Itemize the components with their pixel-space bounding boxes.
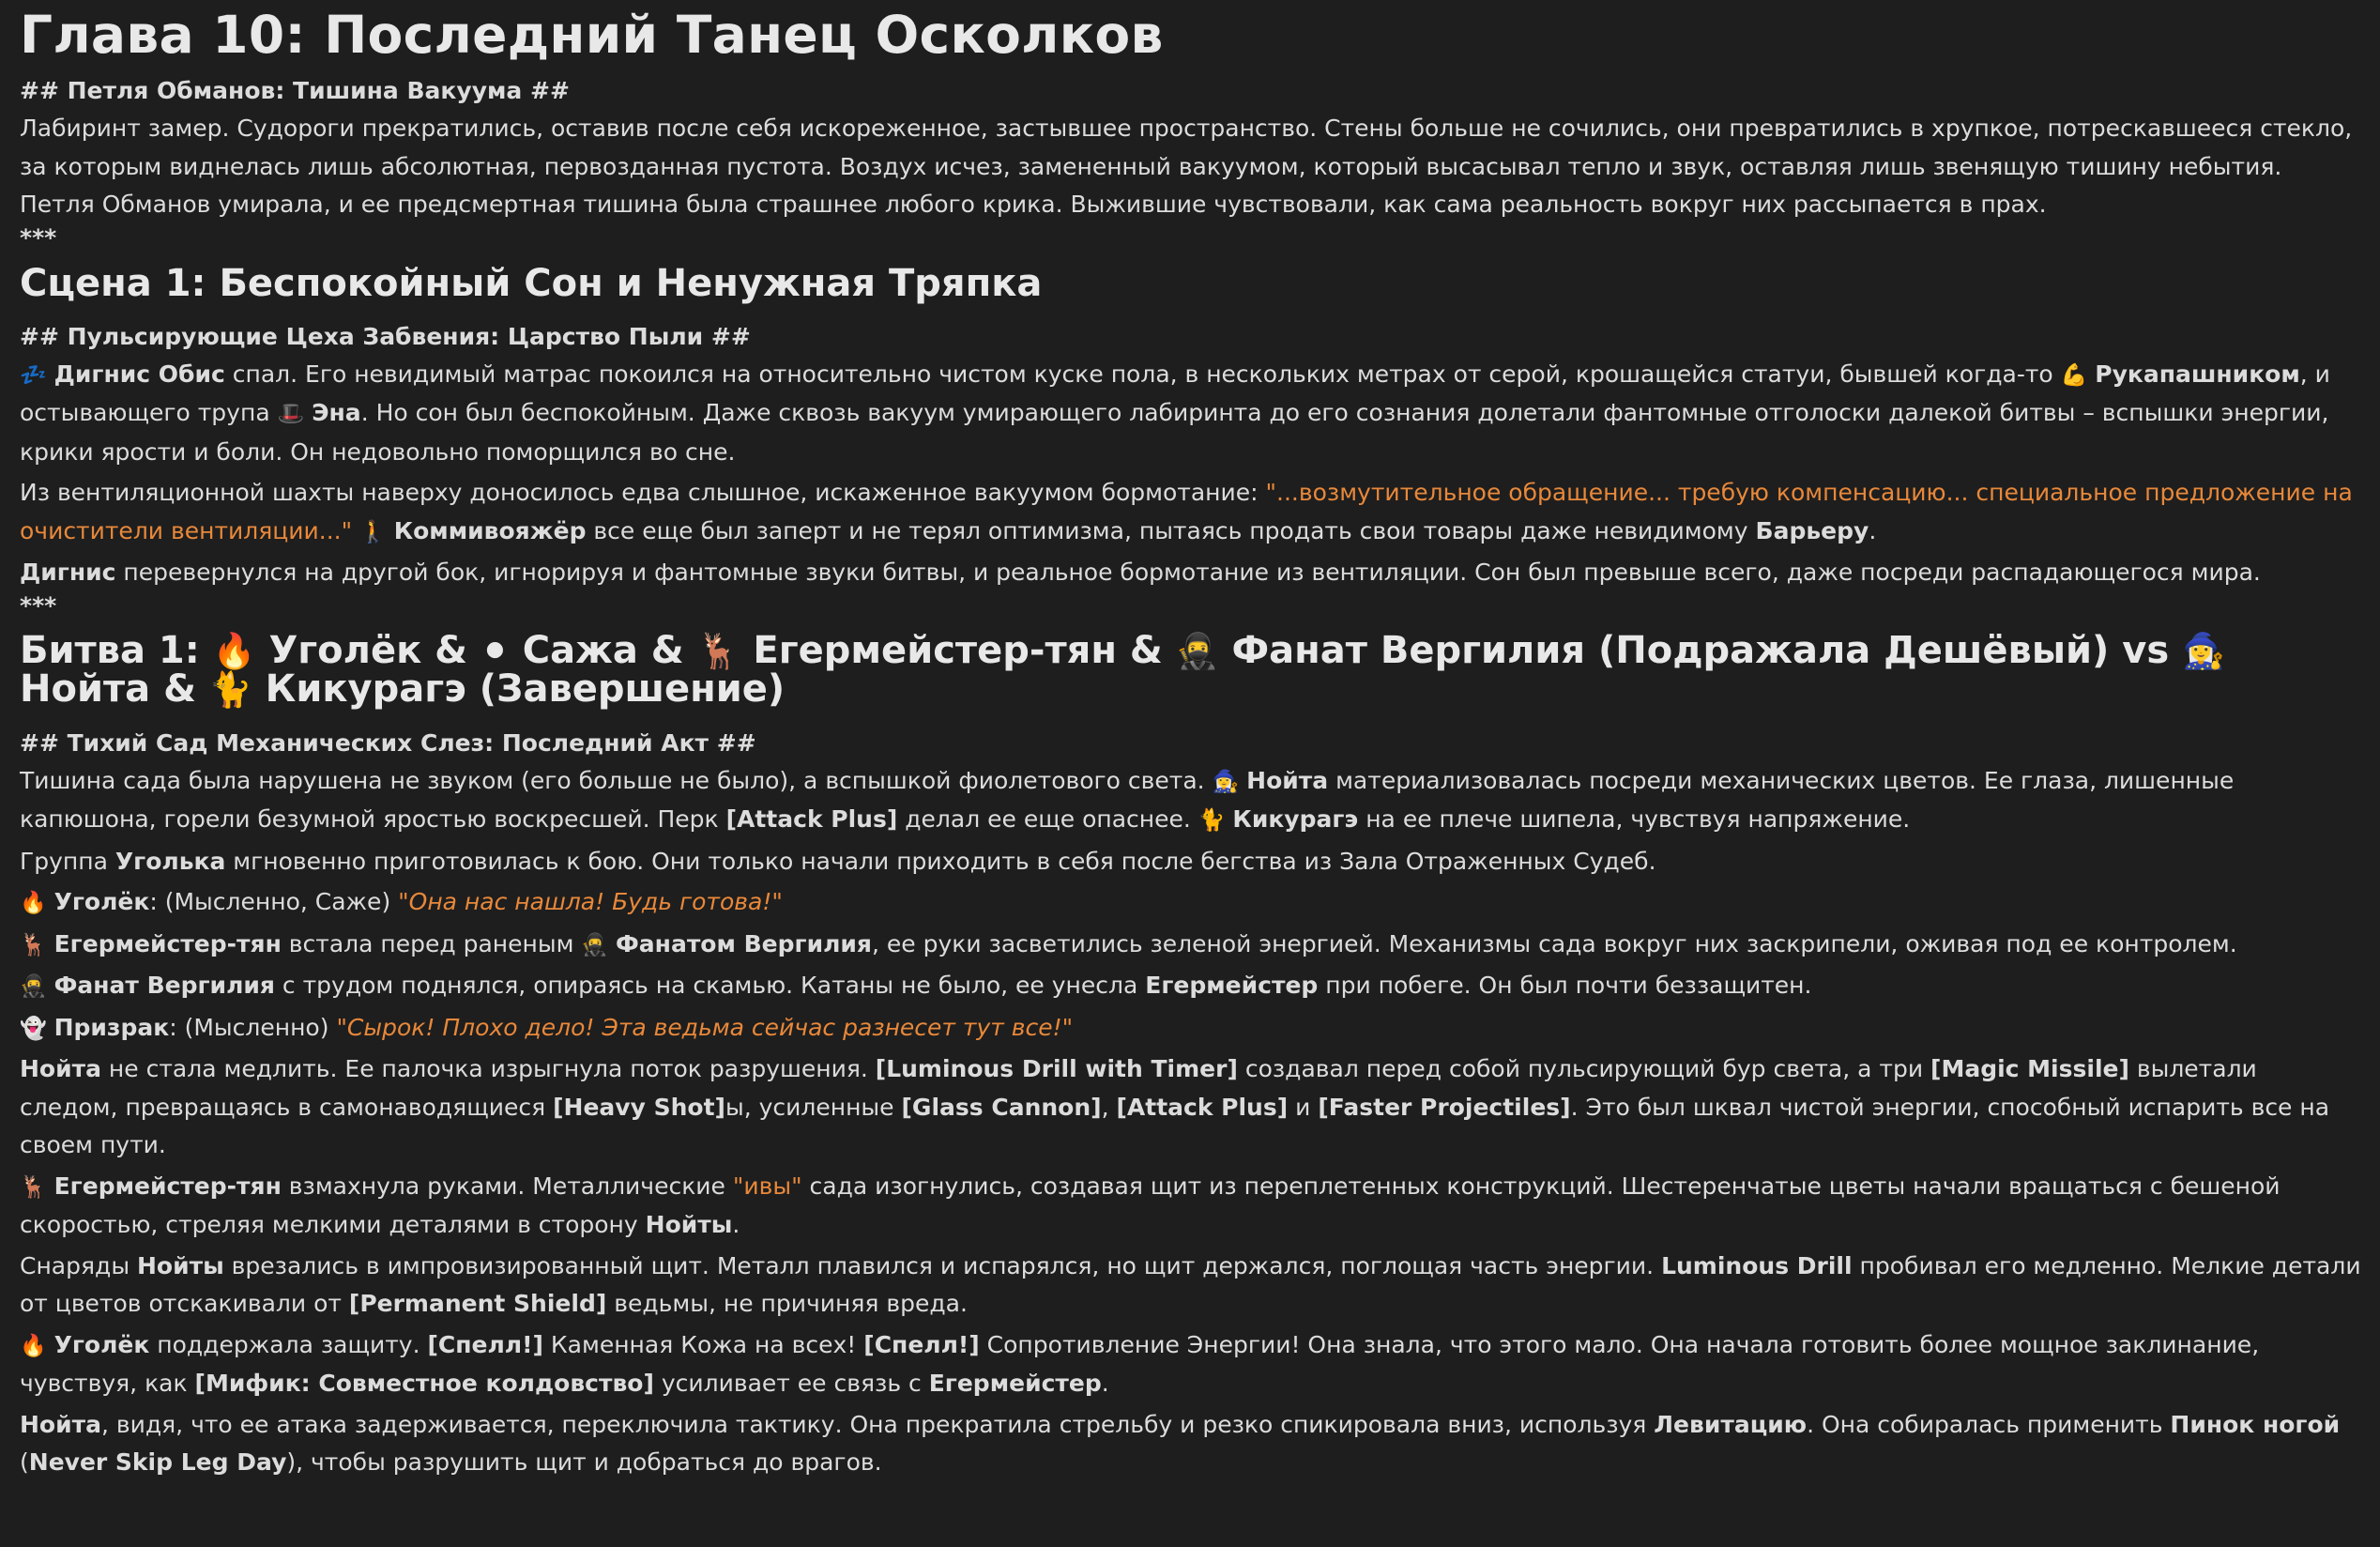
battle-paragraph-4: 🦌 Егермейстер-тян встала перед раненым 🥷 Фанатом Вергилия, ее руки засветились зеленой энергией. Механизмы сада вокруг них заскрипели, оживая под ее контролем. bbox=[20, 929, 2237, 957]
character-name: Егермейстер bbox=[1145, 972, 1319, 999]
intro-paragraph: Лабиринт замер. Судороги прекратились, оставив после себя искореженное, застывшее пространство. Стены больше не сочились, они превратились в хрупкое, потрескавшееся стекло, за которым виднелась лишь абсолютная, первозданная пустота. Воздух исчез, замененный вакуумом, который высасывал тепло и звук, оставляя лишь звенящую тишину небытия. Петля Обманов умирала, и ее предсмертная тишина была страшнее любого крика. Выжившие чувствовали, как сама реальность вокруг них рассыпается в прах. bbox=[20, 115, 2353, 218]
muscle-icon: 💪 bbox=[2060, 362, 2088, 388]
separator: *** bbox=[20, 591, 57, 620]
separator: *** bbox=[20, 223, 57, 252]
battle-paragraph-11: Нойта, видя, что ее атака задерживается, переключила тактику. Она прекратила стрельбу и резко спикировала вниз, используя Левитацию. Она собиралась применить Пинок ногой (Never Skip Leg Day), чтобы разрушить щит и добраться до врагов. bbox=[20, 1410, 2341, 1476]
battle-paragraph-1: Тишина сада была нарушена не звуком (его больше не было), а вспышкой фиолетового света. 🧙‍♀️ Нойта материализовалась посреди механических цветов. Ее глаза, лишенные капюшона, горели безумной яростью воскресшей. Перк [Attack Plus] делал ее еще опаснее. 🐈 Кикурагэ на ее плече шипела, чувствуя напряжение. bbox=[20, 766, 2235, 833]
character-name: Егермейстер-тян bbox=[53, 929, 282, 957]
scene-paragraph-2: Из вентиляционной шахты наверху доносилось едва слышное, искаженное вакуумом бормотание: "...возмутительное обращение... требую компенсацию... специальное предложение на очистители вентиляции..." 🚶 Коммивояжёр все еще был заперт и не терял оптимизма, пытаясь продать свои товары даже невидимому Барьеру. bbox=[20, 479, 2353, 544]
battle-heading: Битва 1: 🔥 Уголёк & ⚫ Сажа & 🦌 Егермейстер-тян & 🥷 Фанат Вергилия (Подражала Дешёвый) vs 🧙‍♀️ Нойта & 🐈 Кикурагэ (Завершение) bbox=[20, 628, 2225, 711]
deer-icon: 🦌 bbox=[20, 932, 47, 957]
scene-paragraph-1: 💤 Дигнис Обис спал. Его невидимый матрас покоился на относительно чистом куске пола, в нескольких метрах от серой, крошащейся статуи, бывшей когда-то 💪 Рукапашником, и остывающего трупа 🎩 Эна. Но сон был беспокойным. Даже сквозь вакуум умирающего лабиринта до его сознания долетали фантомные отголоски далекой битвы – вспышки энергии, крики ярости и боли. Он недовольно поморщился во сне. bbox=[20, 360, 2330, 466]
scene-heading: Сцена 1: Беспокойный Сон и Ненужная Тряпка bbox=[20, 261, 1043, 305]
battle-paragraph-2: Группа Уголька мгновенно приготовилась к бою. Они только начали приходить в себя после бегства из Зала Отраженных Судеб. bbox=[20, 847, 1656, 875]
character-name: Барьеру bbox=[1755, 516, 1869, 544]
black-circle-icon: ⚫ bbox=[480, 630, 510, 671]
quote: "...возмутительное обращение... требую компенсацию... специальное предложение на очистители вентиляции..." bbox=[20, 479, 2353, 544]
scene-paragraph-3: Дигнис перевернулся на другой бок, игнорируя и фантомные звуки битвы, и реальное бормотание из вентиляции. Сон был превыше всего, даже посреди распадающегося мира. bbox=[20, 559, 2261, 586]
quote: "Сырок! Плохо дело! Эта ведьма сейчас разнесет тут все!" bbox=[336, 1013, 1074, 1041]
perk-name: [Attack Plus] bbox=[1116, 1093, 1289, 1121]
deer-icon: 🦌 bbox=[696, 630, 740, 671]
character-name: Нойта bbox=[20, 1410, 101, 1438]
character-name: Уголёк bbox=[53, 888, 150, 915]
character-name: Эна bbox=[312, 399, 361, 426]
skill-name: [Luminous Drill with Timer] bbox=[875, 1055, 1238, 1082]
mythic-ability: [Мифик: Совместное колдовство] bbox=[194, 1370, 654, 1397]
perk-name: [Attack Plus] bbox=[725, 805, 898, 833]
deer-icon: 🦌 bbox=[20, 1174, 47, 1200]
cat-icon: 🐈 bbox=[208, 668, 252, 710]
ninja-icon: 🥷 bbox=[581, 932, 609, 957]
fire-icon: 🔥 bbox=[20, 891, 47, 915]
skill-name: Левитацию bbox=[1654, 1410, 1808, 1438]
character-name: Уголька bbox=[114, 847, 226, 875]
perk-name: [Permanent Shield] bbox=[348, 1290, 607, 1317]
character-name: Дигнис Обис bbox=[53, 360, 225, 388]
battle-paragraph-3: 🔥 Уголёк: (Мысленно, Саже) "Она нас нашла! Будь готова!" bbox=[20, 888, 783, 915]
skill-name: Пинок ногой bbox=[2170, 1410, 2341, 1438]
spell-tag: [Спелл!] bbox=[427, 1330, 543, 1358]
ninja-icon: 🥷 bbox=[20, 974, 47, 999]
battle-subheading: ## Тихий Сад Механических Слез: Последний Акт ## bbox=[20, 728, 756, 757]
character-name: Нойта bbox=[1246, 766, 1329, 794]
character-name: Дигнис bbox=[20, 559, 116, 586]
fire-icon: 🔥 bbox=[212, 630, 256, 671]
perk-name: [Faster Projectiles] bbox=[1318, 1093, 1571, 1121]
battle-paragraph-6: 👻 Призрак: (Мысленно) "Сырок! Плохо дело! Эта ведьма сейчас разнесет тут все!" bbox=[20, 1013, 1074, 1041]
perk-name: [Glass Cannon] bbox=[901, 1093, 1102, 1121]
character-name: Коммивояжёр bbox=[393, 516, 587, 544]
skill-name: Luminous Drill bbox=[1661, 1251, 1853, 1279]
character-name: Нойта bbox=[20, 1055, 101, 1082]
battle-paragraph-8: 🦌 Егермейстер-тян взмахнула руками. Металлические "ивы" сада изогнулись, создавая щит из переплетенных конструкций. Шестеренчатые цветы начали вращаться с бешеной скоростью, стреляя мелкими деталями в сторону Нойты. bbox=[20, 1172, 2281, 1238]
spell-tag: [Спелл!] bbox=[863, 1330, 980, 1358]
top-hat-icon: 🎩 bbox=[277, 402, 305, 426]
quote: "Она нас нашла! Будь готова!" bbox=[398, 888, 783, 915]
character-name: Егермейстер bbox=[928, 1370, 1102, 1397]
fire-icon: 🔥 bbox=[20, 1333, 47, 1358]
battle-paragraph-7: Нойта не стала медлить. Ее палочка изрыгнула поток разрушения. [Luminous Drill with Timer] создавал перед собой пульсирующий бур света, а три [Magic Missile] вылетали следом, превращаясь в самонаводящиеся [Heavy Shot]ы, усиленные [Glass Cannon], [Attack Plus] и [Faster Projectiles]. Это был шквал чистой энергии, способный испарить все на своем пути. bbox=[20, 1055, 2330, 1158]
cat-icon: 🐈 bbox=[1198, 808, 1226, 833]
character-name: Фанат Вергилия bbox=[53, 972, 275, 999]
walking-person-icon: 🚶 bbox=[359, 519, 387, 544]
character-name: Егермейстер-тян bbox=[53, 1172, 282, 1200]
scene-subheading: ## Пульсирующие Цеха Забвения: Царство Пыли ## bbox=[20, 322, 751, 350]
mage-icon: 🧙‍♀️ bbox=[2182, 630, 2225, 671]
skill-name: [Heavy Shot] bbox=[553, 1093, 725, 1121]
chapter-title: Глава 10: Последний Танец Осколков bbox=[20, 5, 1164, 65]
battle-paragraph-9: Снаряды Нойты врезались в импровизированный щит. Металл плавился и испарялся, но щит держался, поглощая часть энергии. Luminous Drill пробивал его медленно. Мелкие детали от цветов отскакивали от [Permanent Shield] ведьмы, не причиняя вреда. bbox=[20, 1251, 2361, 1317]
chapter-subheading: ## Петля Обманов: Тишина Вакуума ## bbox=[20, 77, 570, 104]
character-name: Нойты bbox=[137, 1251, 224, 1279]
ghost-icon: 👻 bbox=[20, 1016, 47, 1041]
sleep-icon: 💤 bbox=[20, 362, 47, 388]
quote: "ивы" bbox=[732, 1172, 802, 1200]
character-name: Нойты bbox=[645, 1211, 733, 1238]
character-name: Призрак bbox=[53, 1013, 170, 1041]
battle-paragraph-5: 🥷 Фанат Вергилия с трудом поднялся, опираясь на скамью. Катаны не было, ее унесла Егермейстер при побеге. Он был почти беззащитен. bbox=[20, 972, 1812, 999]
character-name: Уголёк bbox=[53, 1330, 150, 1358]
battle-paragraph-10: 🔥 Уголёк поддержала защиту. [Спелл!] Каменная Кожа на всех! [Спелл!] Сопротивление Энергии! Она знала, что этого мало. Она начала готовить более мощное заклинание, чувствуя, как [Мифик: Совместное колдовство] усиливает ее связь с Егермейстер. bbox=[20, 1330, 2260, 1397]
character-name: Рукапашником bbox=[2095, 360, 2300, 388]
mage-icon: 🧙‍♀️ bbox=[1212, 769, 1240, 794]
perk-name: Never Skip Leg Day bbox=[28, 1448, 287, 1476]
character-name: Кикурагэ bbox=[1232, 805, 1359, 833]
skill-name: [Magic Missile] bbox=[1930, 1055, 2129, 1082]
character-name: Фанатом Вергилия bbox=[616, 929, 872, 957]
ninja-icon: 🥷 bbox=[1175, 630, 1219, 671]
